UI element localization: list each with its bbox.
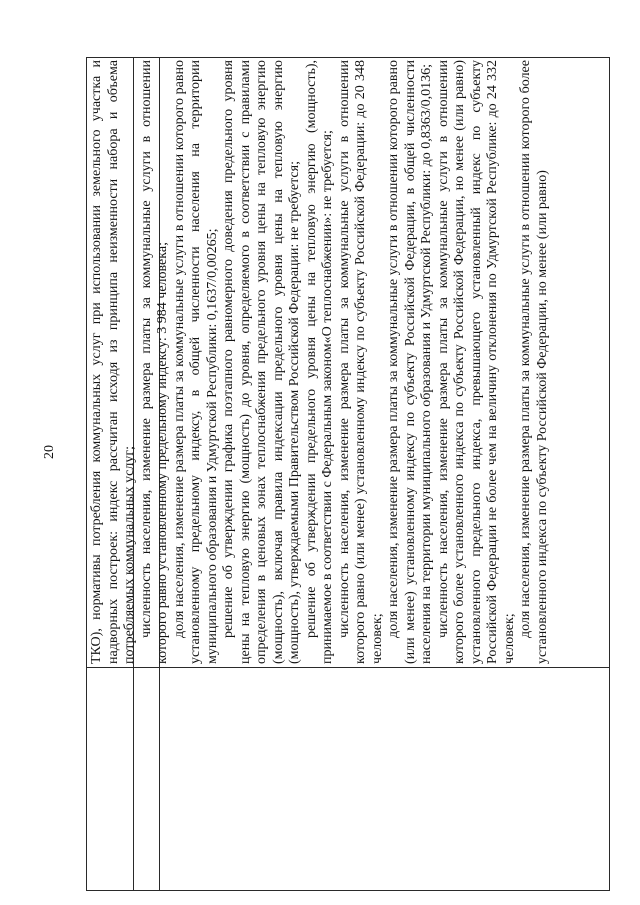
table-cell-text	[89, 60, 605, 664]
paragraph: доля населения, изменение размера платы за коммунальные услуги в отношении которого равно (или менее) установленному индексу по субъекту Российской Федерации, в общей численности населения на территории муниципального образования и Удмуртской Республики: до 0,8363/0,0136;	[386, 60, 434, 664]
table-frame	[86, 57, 610, 891]
paragraph: доля населения, изменение размера платы за коммунальные услуги в отношении которого равно установленному предельному индексу, в общей численности населения на территории муниципального образования и Удмуртской Республики: 0,1637/0,00265;	[171, 60, 220, 664]
paragraph: решение об утверждении предельного уровня цены на тепловую энергию (мощность), принимаемое в соответствии с Федеральным законом«О теплоснабжении»: не требуется;	[303, 60, 335, 664]
paragraph: доля населения, изменение размера платы за коммунальные услуги в отношении которого более установленного индекса по субъекту Российской Федерации, но менее (или равно)	[518, 60, 550, 664]
paragraph: решение об утверждении графика поэтапного равномерного доведения предельного уровня цены на тепловую энергию (мощность) до уровня, определяемого в соответствии с правилами определения в ценовых зонах теплоснабжения предельного уровня цены на тепловую энергию (мощность), включая правила индексации предельного уровня цены на тепловую энергию (мощность), утверждаемыми Правительством Российской Федерации: не требуется;	[221, 60, 302, 664]
paragraph: ТКО), нормативы потребления коммунальных услуг при использовании земельного участка и надворных построек: индекс рассчитан исходя из принципа неизменности набора и объема потребляемых коммунальных услуг;	[89, 60, 137, 664]
paragraph: численность населения, изменение размера платы за коммунальные услуги в отношении которого равно установленному предельному индексу: 3 984 человека;	[138, 60, 170, 664]
page-number: 20	[42, 445, 57, 459]
paragraph: численность населения, изменение размера платы за коммунальные услуги в отношении которого более установленного индекса по субъекту Российской Федерации, но менее (или равно) установленного предельного индекса, превышающего установленный индекс по субъекту Российской Федерации не более чем на величину отклонения по Удмуртской Республике: до 24 332 человек;	[435, 60, 517, 664]
paragraph: численность населения, изменение размера платы за коммунальные услуги в отношении которого равно (или менее) установленному индексу по субъекту Российской Федерации: до 20 348 человек;	[336, 60, 385, 664]
table-column-divider	[87, 667, 609, 668]
